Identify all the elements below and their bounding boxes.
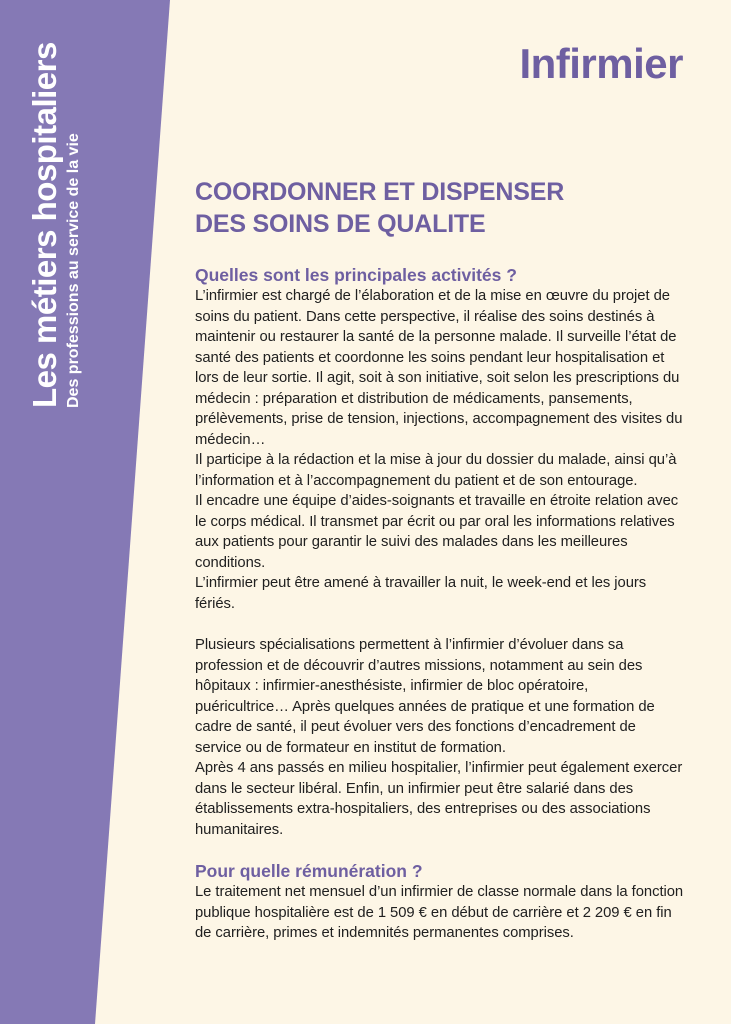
page-title: Infirmier [519,40,683,87]
specializations-paragraph-1: Plusieurs spécialisations permettent à l’infirmier d’évoluer dans sa profession et de découvrir d’autres missions, notamment au sein des hôpitaux : infirmier-anesthésiste, infirmier de bloc opératoire, puéricultrice… Après quelques années de pratique et une formation de cadre de santé, il peut évoluer vers des fonctions d’encadrement de service ou de formateur en institut de formation. [195,637,655,756]
activities-paragraph-2: Il participe à la rédaction et la mise à jour du dossier du malade, ainsi qu’à l’information et à l’accompagnement du patient et de son entourage. [195,452,677,489]
activities-paragraph-1: L’infirmier est chargé de l’élaboration et de la mise en œuvre du projet de soins du patient. Dans cette perspective, il réalise des soins destinés à maintenir ou restaurer la santé de la personne malade. Il surveille l’état de santé des patients et coordonne les soins pendant leur hospitalisation et lors de leur sortie. Il agit, soit à son initiative, soit selon les prescriptions du médecin : préparation et distribution de médicaments, pansements, prélèvements, prise de tension, injections, accompagnement des visites du médecin… [195,288,683,448]
activities-paragraph-3: Il encadre une équipe d’aides-soignants et travaille en étroite relation avec le corps médical. Il transmet par écrit ou par oral les informations relatives aux patients pour garantir le suivi des malades dans les meilleures conditions. [195,493,679,571]
document-body [195,264,685,944]
salary-heading: Pour quelle rémunération ? [195,861,423,881]
sidebar-band [0,0,170,1024]
specializations-paragraph-2: Après 4 ans passés en milieu hospitalier, l’infirmier peut également exercer dans le secteur libéral. Enfin, un infirmier peut être salarié dans des établissements extra-hospitaliers, des entreprises ou des associations humanitaires. [195,760,683,838]
salary-paragraph: Le traitement net mensuel d’un infirmier de classe normale dans la fonction publique hospitalière est de 1 509 € en début de carrière et 2 209 € en fin de carrière, primes et indemnités permanentes comprises. [195,884,684,941]
sidebar-subtitle: Des professions au service de la vie [65,133,82,408]
headline-line-1: COORDONNER ET DISPENSER [195,178,565,206]
section-spacer [195,614,685,635]
sidebar-title: Les métiers hospitaliers [26,42,63,408]
activities-heading: Quelles sont les principales activités ? [195,265,517,285]
document-headline [195,176,695,240]
headline-line-2: DES SOINS DE QUALITE [195,210,486,238]
activities-paragraph-4: L’infirmier peut être amené à travailler la nuit, le week-end et les jours fériés. [195,575,647,612]
sidebar-vertical-text [26,8,84,408]
section-spacer [195,840,685,860]
